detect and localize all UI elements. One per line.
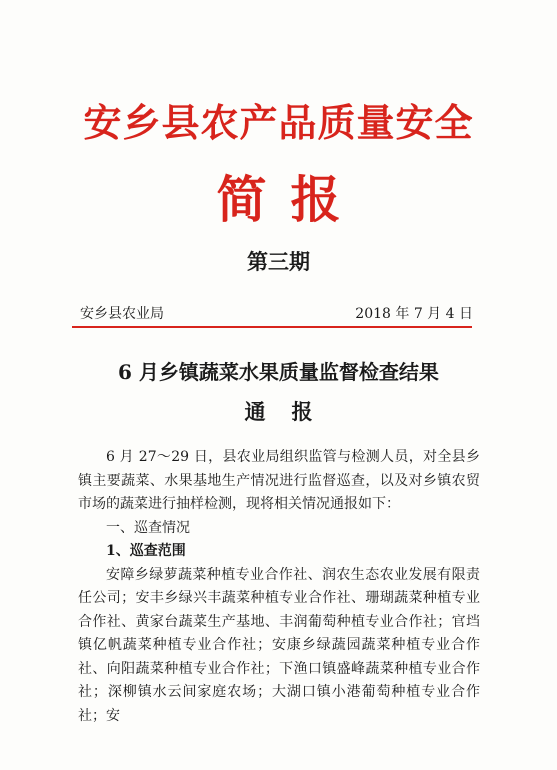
article-title: 6 月乡镇蔬菜水果质量监督检查结果 xyxy=(118,360,439,384)
masthead-title: 安乡县农产品质量安全 xyxy=(83,101,474,145)
section-heading: 一、巡查情况 xyxy=(106,519,190,536)
issue-date: 2018 年 7 月 4 日 xyxy=(355,306,473,322)
subsection-paragraph: 安障乡绿萝蔬菜种植专业合作社、润农生态农业发展有限责任公司；安丰乡绿兴丰蔬菜种植专业合作社、珊瑚蔬菜种植专业合作社、黄家台蔬菜生产基地、丰润葡萄种植专业合作社；官垱镇亿帆蔬菜种植专业合作社；安康乡绿蔬园蔬菜种植专业合作社、向阳蔬菜种植专业合作社；下渔口镇盛峰蔬菜种植专业合作社；深柳镇水云间家庭农场；大湖口镇小港葡萄种植专业合作社；安 xyxy=(78,566,480,724)
intro-paragraph: 6 月 27～29 日，县农业局组织监管与检测人员，对全县乡镇主要蔬菜、水果基地生产情况进行监督巡查，以及对乡镇农贸市场的蔬菜进行抽样检测，现将相关情况通报如下： xyxy=(78,449,480,512)
issue-number: 第三期 xyxy=(247,250,310,274)
article-body xyxy=(78,446,480,728)
subsection-heading: 1、巡查范围 xyxy=(106,543,186,559)
bulletin-title: 简报 xyxy=(216,171,365,229)
header-divider xyxy=(72,326,472,328)
article-title-line2: 通报 xyxy=(244,399,339,424)
issuer-name: 安乡县农业局 xyxy=(80,306,164,322)
